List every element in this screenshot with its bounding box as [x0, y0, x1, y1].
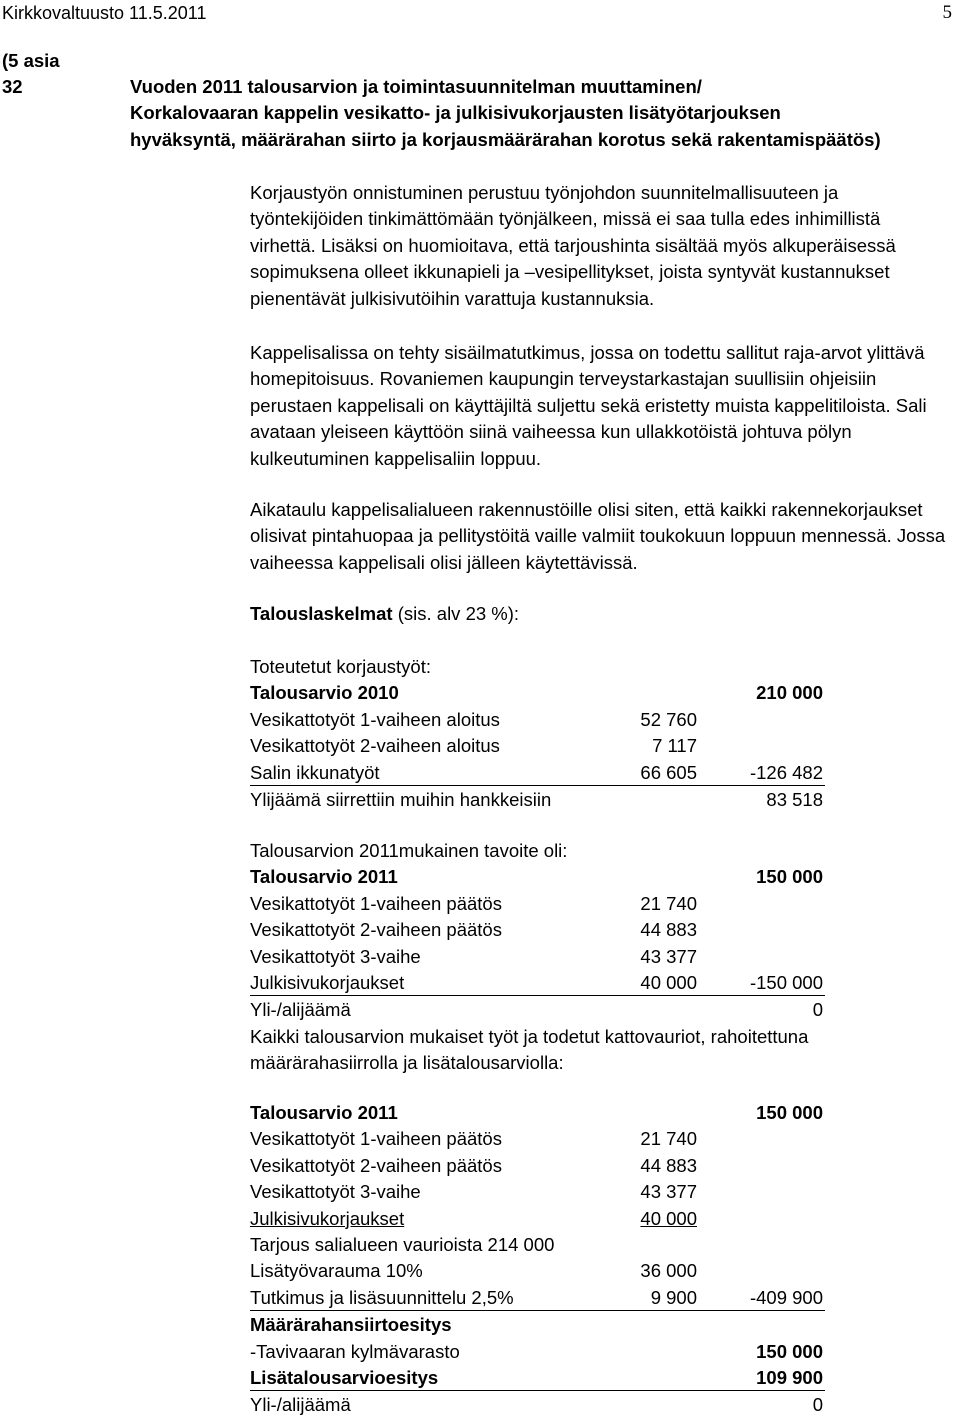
- page-number: 5: [942, 2, 952, 23]
- paragraph-line: pienentävät julkisivutöihin varattuja kustannuksia.: [250, 287, 655, 309]
- ledger-label: Vesikattotyöt 2-vaiheen päätös: [250, 1154, 502, 1176]
- section-completed-repairs: [250, 654, 825, 813]
- paragraph-line: työntekijöiden tinkimättömään työnjälkeen, missä ei saa tulla edes inhimillistä: [250, 208, 881, 230]
- ledger-total: -150 000: [749, 971, 823, 993]
- section-heading: Toteutetut korjaustyöt:: [250, 656, 431, 677]
- ledger-total: 150 000: [756, 1102, 823, 1123]
- ledger-row: [250, 1232, 825, 1258]
- ledger-total: -126 482: [749, 761, 823, 783]
- ledger-label: Talousarvio 2011: [250, 866, 398, 888]
- ledger-total: 83 518: [766, 788, 823, 810]
- ledger-amount: 21 740: [640, 1128, 697, 1150]
- ledger-row: [250, 917, 825, 943]
- calculations-heading-bold: Talouslaskelmat: [250, 603, 393, 624]
- ledger-label: Tutkimus ja lisäsuunnittelu 2,5%: [250, 1286, 514, 1308]
- ledger-amount: 44 883: [640, 919, 697, 941]
- ledger-label: Julkisivukorjaukset: [250, 1207, 405, 1229]
- ledger-row: [250, 1392, 825, 1418]
- ledger-label: Vesikattotyöt 1-vaiheen päätös: [250, 1128, 502, 1150]
- paragraph-line: virhettä. Lisäksi on huomioitava, että tarjoushinta sisältää myös alkuperäisessä: [250, 234, 896, 256]
- ledger-label: Vesikattotyöt 2-vaiheen päätös: [250, 919, 502, 941]
- ledger-total: 109 900: [756, 1366, 823, 1388]
- title-line: hyväksyntä, määrärahan siirto ja korjausmäärärahan korotus sekä rakentamispäätös): [130, 128, 881, 150]
- ledger-row: [250, 1100, 825, 1126]
- ledger-row: [250, 1126, 825, 1152]
- ledger-total: 0: [812, 1394, 823, 1416]
- ledger-total: 150 000: [756, 1340, 823, 1362]
- ledger-amount: 43 377: [640, 945, 697, 967]
- paragraph-line: olisivat pintahuopaa ja pellitystöitä vaille valmiit toukokuun loppuun mennessä. Jossa: [250, 525, 946, 547]
- ledger-amount: 44 883: [640, 1154, 697, 1176]
- ledger-amount: 66 605: [640, 761, 697, 783]
- ledger-row: [250, 1339, 825, 1365]
- ledger-row: [250, 1365, 825, 1391]
- ledger-label: Vesikattotyöt 2-vaiheen aloitus: [250, 735, 500, 757]
- paragraph-line: Aikataulu kappelisalialueen rakennustöille olisi siten, että kaikki rakennekorjaukset: [250, 499, 923, 520]
- calculations-heading: [250, 601, 519, 627]
- ledger-row: [250, 891, 825, 917]
- ledger-label: Julkisivukorjaukset: [250, 971, 405, 993]
- section-budget-2011-revised: [250, 1100, 825, 1419]
- paragraph-work-quality: [250, 180, 955, 312]
- title-line: Vuoden 2011 talousarvion ja toimintasuunnitelman muuttaminen/: [130, 76, 702, 97]
- paragraph-line: Kappelisalissa on tehty sisäilmatutkimus, jossa on todettu sallitut raja-arvot ylittävä: [250, 342, 925, 363]
- paragraph-line: perustaen kappelisali on käyttäjiltä suljettu sekä eristetty muista kappelitiloista. Sali: [250, 394, 927, 416]
- paragraph-line: vaiheessa kappelisali olisi jälleen käytettävissä.: [250, 551, 638, 573]
- ledger-label: -Tavivaaran kylmävarasto: [250, 1340, 460, 1362]
- ledger-label: Lisätyövarauma 10%: [250, 1260, 423, 1282]
- section-heading: Talousarvion 2011mukainen tavoite oli:: [250, 840, 568, 861]
- section-note-line: määrärahasiirrolla ja lisätalousarviolla:: [250, 1052, 564, 1074]
- ledger-row: [250, 1258, 825, 1284]
- paragraph-line: avataan yleiseen käyttöön siinä vaiheessa kun ullakkotöistä johtuva pölyn: [250, 421, 852, 443]
- ledger-row: [250, 707, 825, 733]
- ledger-label: Vesikattotyöt 1-vaiheen päätös: [250, 892, 502, 914]
- ledger-total: -409 900: [749, 1286, 823, 1308]
- paragraph-line: kulkeutuminen kappelisaliin loppuu.: [250, 447, 542, 469]
- agenda-item-label: (5 asia: [2, 50, 60, 71]
- item-number: 32: [2, 76, 23, 97]
- ledger-label: Salin ikkunatyöt: [250, 761, 380, 783]
- ledger-amount: 36 000: [640, 1260, 697, 1282]
- ledger-amount: 7 117: [652, 735, 697, 757]
- ledger-total: 210 000: [756, 682, 823, 704]
- paragraph-line: sopimuksena olleet ikkunapieli ja –vesipellitykset, joista syntyvät kustannukset: [250, 261, 890, 283]
- ledger-row: [250, 1312, 825, 1338]
- ledger-label: Vesikattotyöt 1-vaiheen aloitus: [250, 708, 500, 730]
- ledger-row: [250, 760, 825, 786]
- ledger-row: [250, 1206, 825, 1232]
- ledger-label: Määrärahansiirtoesitys: [250, 1314, 452, 1336]
- ledger-row: [250, 680, 825, 706]
- ledger-total: 0: [812, 999, 823, 1021]
- ledger-amount: 9 900: [650, 1286, 697, 1308]
- section-budget-2011-target: [250, 838, 825, 1077]
- ledger-amount: 40 000: [640, 1207, 697, 1229]
- calculations-heading-rest: (sis. alv 23 %):: [392, 603, 520, 624]
- paragraph-line: homepitoisuus. Rovaniemen kaupungin terveystarkastajan suullisiin ohjeisiin: [250, 368, 877, 390]
- ledger-row: [250, 970, 825, 996]
- ledger-row: [250, 787, 825, 813]
- ledger-total: 150 000: [756, 866, 823, 888]
- title-line: Korkalovaaran kappelin vesikatto- ja julkisivukorjausten lisätyötarjouksen: [130, 102, 781, 124]
- paragraph-schedule: [250, 497, 955, 576]
- ledger-amount: 43 377: [640, 1181, 697, 1203]
- ledger-amount: 21 740: [640, 892, 697, 914]
- ledger-label: Talousarvio 2011: [250, 1102, 398, 1123]
- ledger-row: [250, 997, 825, 1023]
- paragraph-indoor-air: [250, 340, 955, 472]
- paragraph-line: Korjaustyön onnistuminen perustuu työnjohdon suunnitelmallisuuteen ja: [250, 182, 839, 203]
- ledger-amount: 52 760: [640, 708, 697, 730]
- ledger-label: Ylijäämä siirrettiin muihin hankkeisiin: [250, 788, 552, 810]
- ledger-row: [250, 944, 825, 970]
- ledger-label: Vesikattotyöt 3-vaihe: [250, 945, 421, 967]
- ledger-label: Yli-/alijäämä: [250, 1394, 351, 1416]
- ledger-label: Vesikattotyöt 3-vaihe: [250, 1181, 421, 1203]
- page-header: [0, 0, 960, 26]
- ledger-row: [250, 733, 825, 759]
- ledger-row: [250, 1153, 825, 1179]
- ledger-row: [250, 1285, 825, 1311]
- ledger-label: Talousarvio 2010: [250, 682, 399, 704]
- ledger-row: [250, 864, 825, 890]
- item-title: [130, 74, 950, 153]
- ledger-label: Tarjous salialueen vaurioista 214 000: [250, 1233, 555, 1255]
- ledger-amount: 40 000: [640, 971, 697, 993]
- ledger-label: Yli-/alijäämä: [250, 999, 351, 1021]
- ledger-row: [250, 1179, 825, 1205]
- document-title: Kirkkovaltuusto 11.5.2011: [2, 3, 207, 23]
- ledger-label: Lisätalousarvioesitys: [250, 1366, 439, 1388]
- section-note-line: Kaikki talousarvion mukaiset työt ja todetut kattovauriot, rahoitettuna: [250, 1025, 809, 1047]
